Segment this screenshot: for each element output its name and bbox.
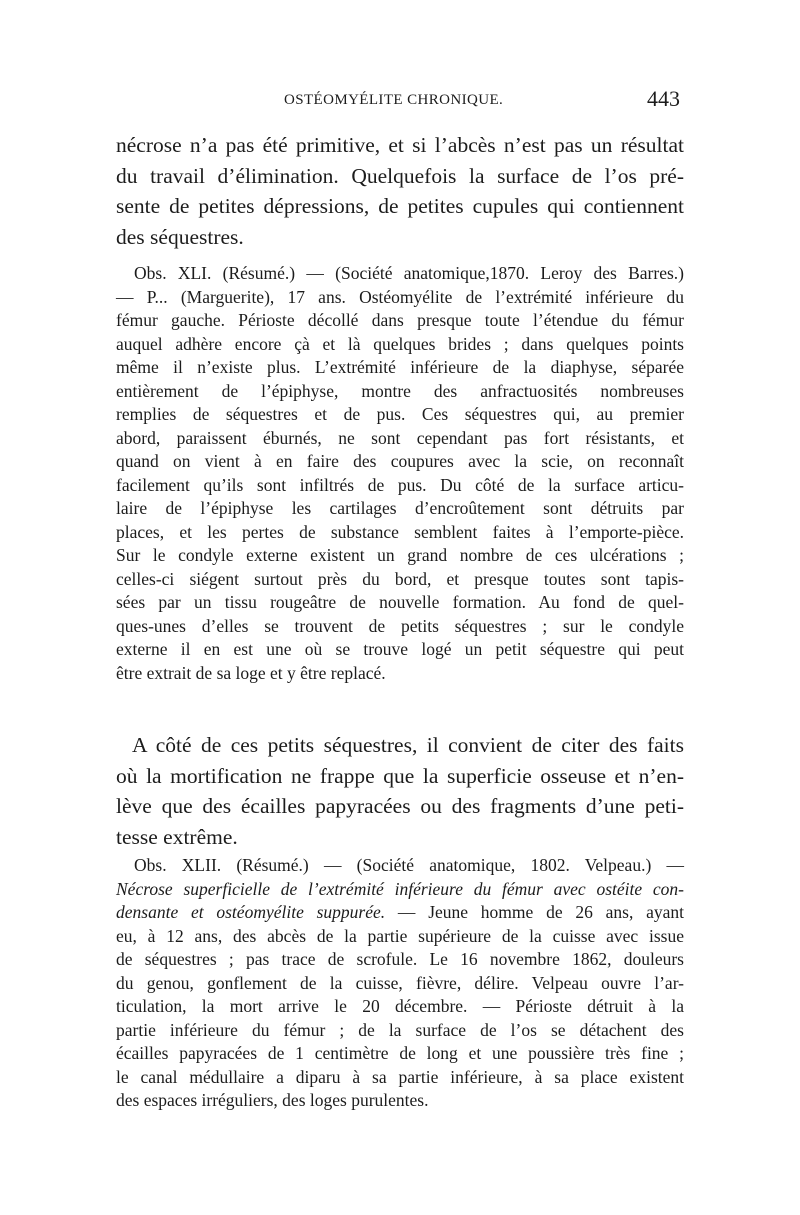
observation-heading: Obs. XLI. (Résumé.) — (Société anatomique,1870. Leroy des Barres.) (134, 263, 684, 283)
text-line: de séquestres ; pas trace de scrofule. Le 16 novembre 1862, douleurs (116, 949, 684, 969)
observation-title-italic: Nécrose superficielle de l’extrémité inférieure du fémur avec ostéite con- (116, 878, 684, 899)
text-line (116, 901, 684, 925)
text-line: même il n’existe plus. L’extrémité inférieure de la diaphyse, séparée (116, 357, 684, 377)
text-line: sées par un tissu rougeâtre de nouvelle formation. Au fond de quel- (116, 592, 684, 612)
text-line: écailles papyracées de 1 centimètre de long et une poussière très fine ; (116, 1043, 684, 1063)
text-line: lève que des écailles papyracées ou des fragments d’une peti- (116, 794, 684, 818)
observation-heading: Obs. XLII. (Résumé.) — (Société anatomique, 1802. Velpeau.) — (134, 855, 684, 875)
text-line: Sur le condyle externe existent un grand nombre de ces ulcérations ; (116, 545, 684, 565)
text-line: facilement qu’ils sont infiltrés de pus. Du côté de la surface articu- (116, 474, 684, 495)
observation-xlii (116, 854, 684, 1113)
text-line: celles-ci siégent surtout près du bord, et presque toutes sont tapis- (116, 568, 684, 589)
observation-xli (116, 262, 684, 685)
text-line: des séquestres. (116, 224, 244, 249)
text-line: remplies de séquestres et de pus. Ces séquestres qui, au premier (116, 404, 684, 424)
text-line: — P... (Marguerite), 17 ans. Ostéomyélite de l’extrémité inférieure du (116, 286, 684, 307)
text-line: sente de petites dépressions, de petites cupules qui contiennent (116, 194, 684, 218)
text-line: partie inférieure du fémur ; de la surface de l’os se détachent des (116, 1019, 684, 1040)
text-line: fémur gauche. Périoste décollé dans presque toute l’étendue du fémur (116, 310, 684, 330)
text-line: auquel adhère encore çà et là quelques brides ; dans quelques points (116, 333, 684, 354)
text-line: du travail d’élimination. Quelquefois la surface de l’os pré- (116, 163, 684, 188)
text-line: externe il en est une où se trouve logé un petit séquestre qui peut (116, 639, 684, 659)
text-line: où la mortification ne frappe que la superficie osseuse et n’en- (116, 763, 684, 788)
text-line: A côté de ces petits séquestres, il convient de citer des faits (132, 733, 684, 757)
running-title: OSTÉOMYÉLITE CHRONIQUE. (284, 92, 504, 108)
observation-title-italic-end: densante et ostéomyélite suppurée. (116, 902, 386, 922)
text-line: tesse extrême. (116, 824, 238, 849)
text-line: abord, paraissent éburnés, ne sont cependant pas fort résistants, et (116, 427, 684, 448)
text-line: le canal médullaire a diparu à sa partie inférieure, à sa place existent (116, 1066, 684, 1087)
text-line: des espaces irréguliers, des loges purulentes. (116, 1090, 429, 1110)
text-line: laire de l’épiphyse les cartilages d’encroûtement sont détruits par (116, 498, 684, 518)
text-line: eu, à 12 ans, des abcès de la partie supérieure de la cuisse avec issue (116, 925, 684, 946)
paragraph-small-sequestra (116, 730, 684, 852)
text-line: nécrose n’a pas été primitive, et si l’abcès n’est pas un résultat (116, 133, 684, 157)
text-line: places, et les pertes de substance semblent faites à l’emporte-pièce. (116, 521, 684, 542)
paragraph-continuation (116, 130, 684, 252)
text-fragment: — Jeune homme de 26 ans, ayant (385, 902, 685, 922)
text-line: quand on vient à en faire des coupures avec la scie, on reconnaît (116, 451, 684, 471)
text-line: entièrement de l’épiphyse, montre des anfractuosités nombreuses (116, 380, 684, 401)
text-line: être extrait de sa loge et y être replacé. (116, 662, 386, 683)
text-line: du genou, gonflement de la cuisse, fièvre, délire. Velpeau ouvre l’ar- (116, 972, 684, 993)
text-line: ticulation, la mort arrive le 20 décembre. — Périoste détruit à la (116, 996, 684, 1016)
page-number: 443 (647, 86, 680, 111)
text-line: ques-unes d’elles se trouvent de petits séquestres ; sur le condyle (116, 615, 684, 636)
